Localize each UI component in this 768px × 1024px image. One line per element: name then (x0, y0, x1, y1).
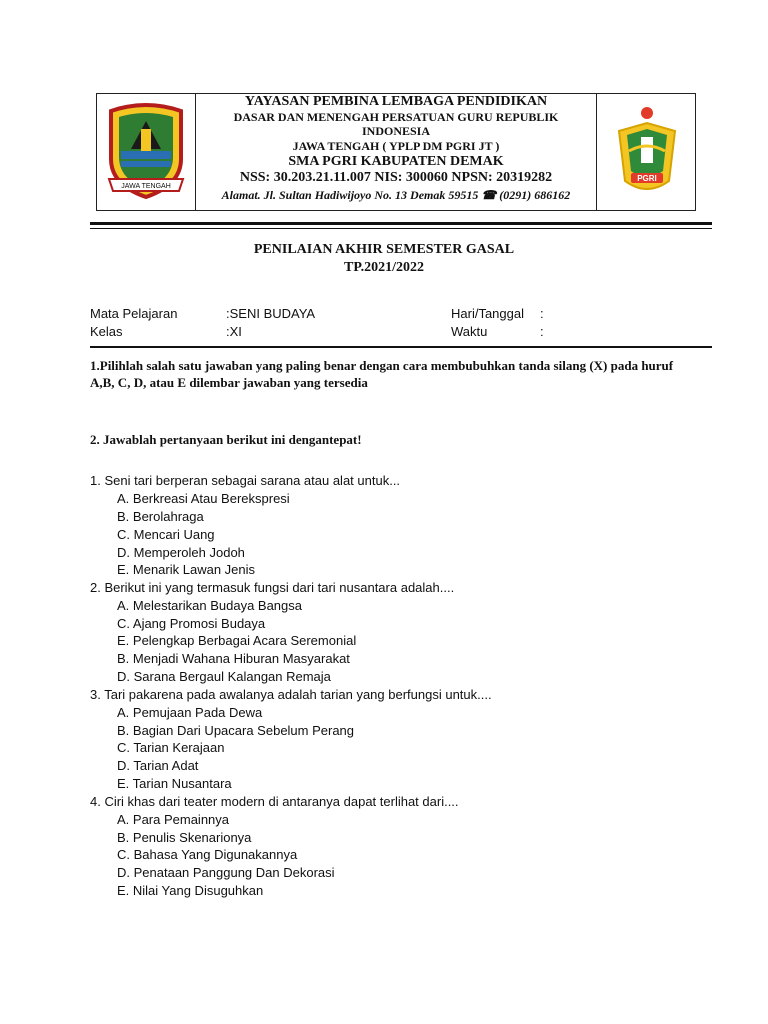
question-1-option-c: C. Mencari Uang (117, 527, 215, 542)
question-2-option-2: C. Ajang Promosi Budaya (117, 616, 266, 631)
question-4-option-c: C. Bahasa Yang Digunakannya (117, 847, 298, 862)
exam-title: PENILAIAN AKHIR SEMESTER GASAL (253, 242, 515, 257)
question-4-option-d: D. Penataan Panggung Dan Dekorasi (117, 865, 335, 880)
left-logo-cell (96, 93, 196, 211)
question-3-option-b: B. Bagian Dari Upacara Sebelum Perang (117, 723, 355, 738)
foundation-line-3: INDONESIA (361, 124, 430, 138)
question-2-option-3: E. Pelengkap Berbagai Acara Seremonial (117, 633, 357, 648)
header-rule-thin (90, 228, 712, 229)
question-1-option-a: A. Berkreasi Atau Berekspresi (117, 491, 290, 506)
right-logo-cell (596, 93, 696, 211)
header-rule-thick (90, 222, 712, 225)
question-4-option-a: A. Para Pemainnya (117, 812, 230, 827)
question-4-option-e: E. Nilai Yang Disuguhkan (117, 883, 264, 898)
question-2-option-4: B. Menjadi Wahana Hiburan Masyarakat (117, 651, 350, 666)
question-3-option-e: E. Tarian Nusantara (117, 776, 232, 791)
logo-right-label: PGRI (637, 174, 657, 183)
question-2-option-1: A. Melestarikan Budaya Bangsa (117, 598, 302, 613)
subject-label: Mata Pelajaran (90, 306, 178, 321)
exam-year: TP.2021/2022 (344, 260, 424, 275)
instruction-2: 2. Jawablah pertanyaan berikut ini dengantepat! (90, 432, 362, 447)
question-2-stem: 2. Berikut ini yang termasuk fungsi dari tari nusantara adalah.... (90, 580, 455, 595)
info-rule (90, 346, 712, 348)
question-3-option-a: A. Pemujaan Pada Dewa (117, 705, 263, 720)
logo-left-label: JAWA TENGAH (121, 183, 171, 190)
question-1-stem: 1. Seni tari berperan sebagai sarana atau alat untuk... (90, 473, 401, 488)
class-value: :XI (226, 324, 242, 339)
question-1-option-b: B. Berolahraga (117, 509, 204, 524)
instruction-1: 1.Pilihlah salah satu jawaban yang paling benar dengan cara membubuhkan tanda silang (X) pada huruf A,B, C, D, atau E dilembar jawaban yang tersedia (90, 358, 674, 390)
question-4-option-b: B. Penulis Skenarionya (117, 830, 252, 845)
date-label: Hari/Tanggal (451, 306, 524, 321)
region-line: JAWA TENGAH ( YPLP DM PGRI JT ) (292, 139, 500, 153)
question-1-option-e: E. Menarik Lawan Jenis (117, 562, 256, 577)
time-label: Waktu (451, 324, 488, 339)
foundation-name: YAYASAN PEMBINA LEMBAGA PENDIDIKAN (244, 94, 548, 109)
jawa-tengah-emblem-icon (103, 101, 189, 201)
pgri-emblem-icon (607, 101, 687, 201)
question-2-option-5: D. Sarana Bergaul Kalangan Remaja (117, 669, 331, 684)
question-3-option-c: C. Tarian Kerajaan (117, 740, 225, 755)
foundation-line-2: DASAR DAN MENENGAH PERSATUAN GURU REPUBLIK (233, 110, 559, 124)
question-4-stem: 4. Ciri khas dari teater modern di antaranya dapat terlihat dari.... (90, 794, 459, 809)
date-value: : (540, 306, 544, 321)
time-value: : (540, 324, 544, 339)
school-name: SMA PGRI KABUPATEN DEMAK (288, 154, 504, 169)
subject-value: :SENI BUDAYA (226, 306, 316, 321)
school-address: Alamat. Jl. Sultan Hadiwijoyo No. 13 Demak 59515 ☎ (0291) 686162 (221, 188, 571, 202)
question-3-stem: 3. Tari pakarena pada awalanya adalah tarian yang berfungsi untuk.... (90, 687, 492, 702)
class-label: Kelas (90, 324, 123, 339)
question-1-option-d: D. Memperoleh Jodoh (117, 545, 245, 560)
school-ids: NSS: 30.203.21.11.007 NIS: 300060 NPSN: 20319282 (239, 170, 553, 185)
question-3-option-d: D. Tarian Adat (117, 758, 199, 773)
